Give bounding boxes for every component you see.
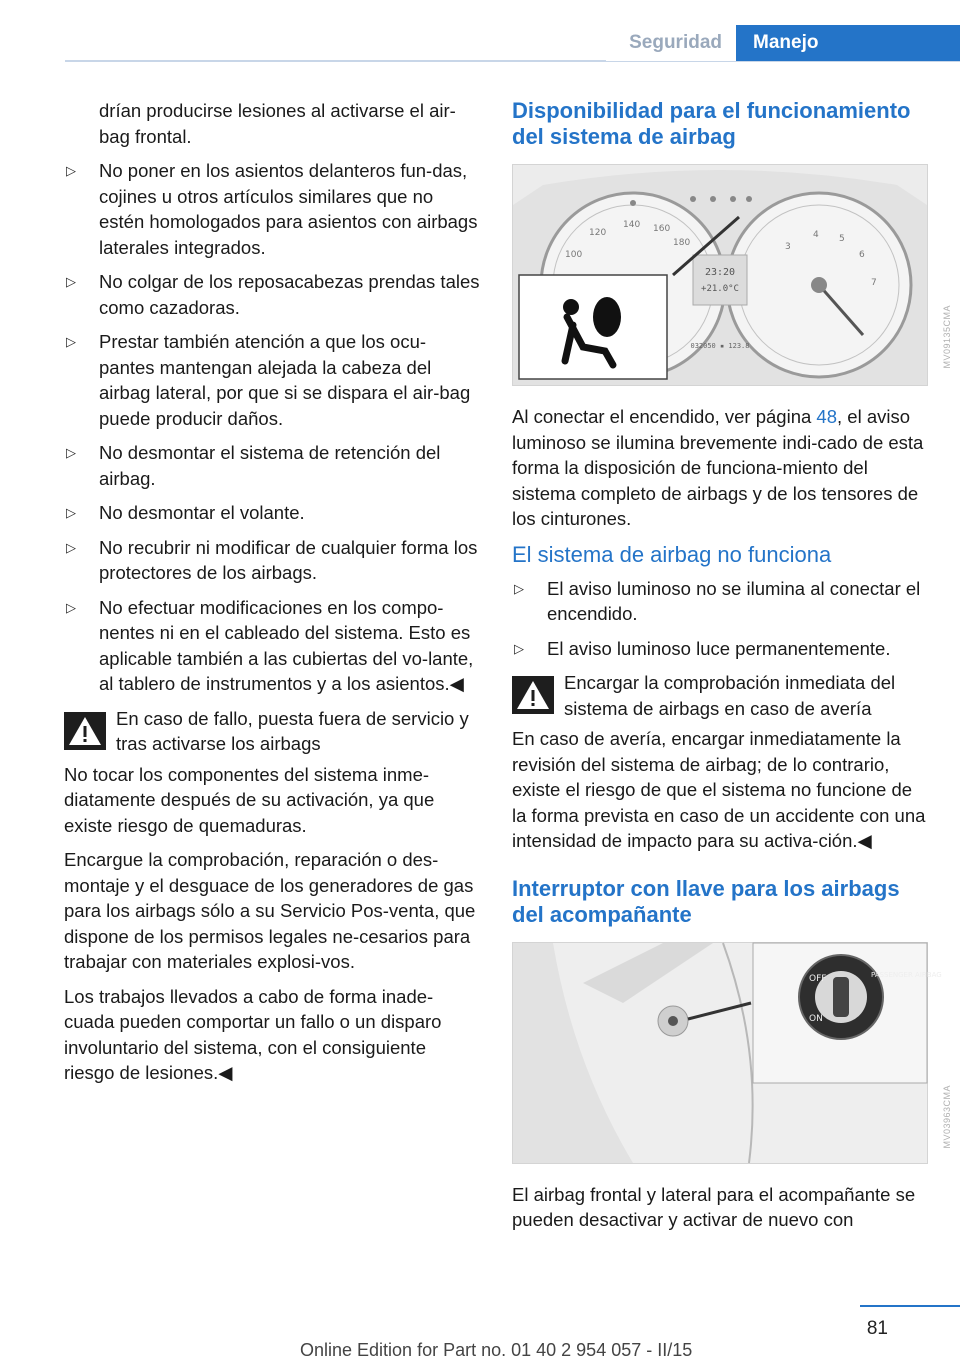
right-column [512,98,952,1242]
list-item: ▷ No poner en los asientos delanteros fun-das, cojines u otros artículos similares que no estén homologados para asientos con airbags laterales integrados. [66,160,478,258]
warning-icon [64,712,106,750]
svg-text:180: 180 [673,238,691,248]
left-column [64,98,480,1095]
list-item: ▷ No efectuar modificaciones en los compo-nentes ni en el cableado del sistema. Esto es aplicable también a las cubiertas del vo-lante, al tablero de instrumentos y a los asientos.◀ [66,596,474,694]
paragraph: En caso de avería, encargar inmediatamente la revisión del sistema de airbag; de lo contrario, existe el riesgo de que el sistema no funcione de la forma prevista en caso de un accidente con una intensidad de impacto para su activa-ción.◀ [512,728,926,851]
svg-text:140: 140 [623,220,641,230]
warning-block [512,670,928,722]
section-heading: Disponibilidad para el funcionamiento del sistema de airbag [512,98,911,149]
passenger-airbag-switch-illustration [513,943,942,1163]
footer-edition: Online Edition for Part no. 01 40 2 954 057 - II/15 [300,1340,693,1360]
svg-text:5: 5 [839,234,845,244]
warning-title: En caso de fallo, puesta fuera de servicio y tras activarse los airbags [116,707,469,754]
bullet-triangle-icon: ▷ [66,334,76,349]
list-item: ▷ No recubrir ni modificar de cualquier forma los protectores de los airbags. [66,536,478,583]
svg-text:160: 160 [653,224,671,234]
paragraph: No tocar los componentes del sistema inme-diatamente después de su activación, ya que existe riesgo de quemaduras. [64,763,435,836]
bullet-triangle-icon: ▷ [66,445,76,460]
figure-code: MV09135CMA [942,305,952,369]
list-item: ▷ El aviso luminoso luce permanentemente. [512,636,928,662]
figure-code: MV03963CMA [942,1084,952,1149]
bullet-triangle-icon: ▷ [66,505,76,520]
svg-text:6: 6 [859,250,865,260]
svg-text:100: 100 [565,250,583,260]
svg-text:120: 120 [589,228,607,238]
intro-continuation: drían producirse lesiones al activarse el air-bag frontal. [99,100,456,147]
passenger-airbag-switch-figure [512,942,952,1164]
footer-rule [860,1305,960,1307]
section-heading: Interruptor con llave para los airbags del acompañante [512,875,900,927]
list-item: ▷ Prestar también atención a que los ocu-pantes mantengan alejada la cabeza del airbag lateral, por que si se dispara el air-bag puede producir daños. [66,331,471,429]
paragraph: El airbag frontal y lateral para el acompañante se pueden desactivar y activar de nuevo con [512,1183,916,1230]
bullet-triangle-icon: ▷ [514,580,524,596]
page-number: 81 [866,1318,888,1339]
svg-text:ON: ON [809,1013,823,1024]
bullet-triangle-icon: ▷ [66,539,76,555]
tab-seguridad[interactable]: Seguridad [606,25,736,61]
warning-icon [512,676,554,714]
svg-text:OFF: OFF [809,973,827,984]
bullet-triangle-icon: ▷ [514,640,524,656]
svg-text:7: 7 [871,278,877,288]
bullet-triangle-icon: ▷ [66,274,76,289]
svg-text:4: 4 [813,230,819,240]
svg-text:032050 ▪ 123.8: 032050 ▪ 123.8 [690,342,750,350]
paragraph: Al conectar el encendido, ver página 48, el aviso luminoso se ilumina brevemente indi-cado de esta forma la disposición de funciona-miento del sistema completo de airbags y de los tensores de los cinturones. [512,406,924,529]
svg-text:3: 3 [785,242,791,252]
bullet-triangle-icon: ▷ [66,163,76,178]
svg-text:PASSENGER AIRBAG: PASSENGER AIRBAG [871,970,942,979]
svg-text:+21.0°C: +21.0°C [701,284,739,294]
instrument-cluster-illustration [513,165,927,385]
bullet-triangle-icon: ▷ [66,599,76,615]
page-link[interactable]: 48 [816,406,837,427]
tab-manejo[interactable]: Manejo [736,25,960,61]
warning-title: Encargar la comprobación inmediata del sistema de airbags en caso de avería [564,672,896,719]
svg-text:23:20: 23:20 [704,267,736,278]
list-item: ▷ El aviso luminoso no se ilumina al conectar el encendido. [514,577,921,624]
instrument-cluster-figure [512,164,952,386]
subsection-heading: El sistema de airbag no funciona [512,541,832,567]
warning-block [64,706,480,758]
list-item: ▷ No desmontar el sistema de retención del airbag. [66,442,441,489]
paragraph: Los trabajos llevados a cabo de forma inade-cuada pueden comportar un fallo o un disparo involuntario del sistema, con el consiguiente riesgo de lesiones.◀ [64,985,442,1083]
list-item: ▷ No colgar de los reposacabezas prendas tales como cazadoras. [66,271,480,318]
paragraph: Encargue la comprobación, reparación o des-montaje y el desguace de los generadores de gas para los airbags sólo a su Servicio Pos-venta, que dispone de los permisos legales ne-cesarios para trabajar con materiales explosi-vos. [64,849,476,972]
list-item: ▷ No desmontar el volante. [64,500,480,526]
